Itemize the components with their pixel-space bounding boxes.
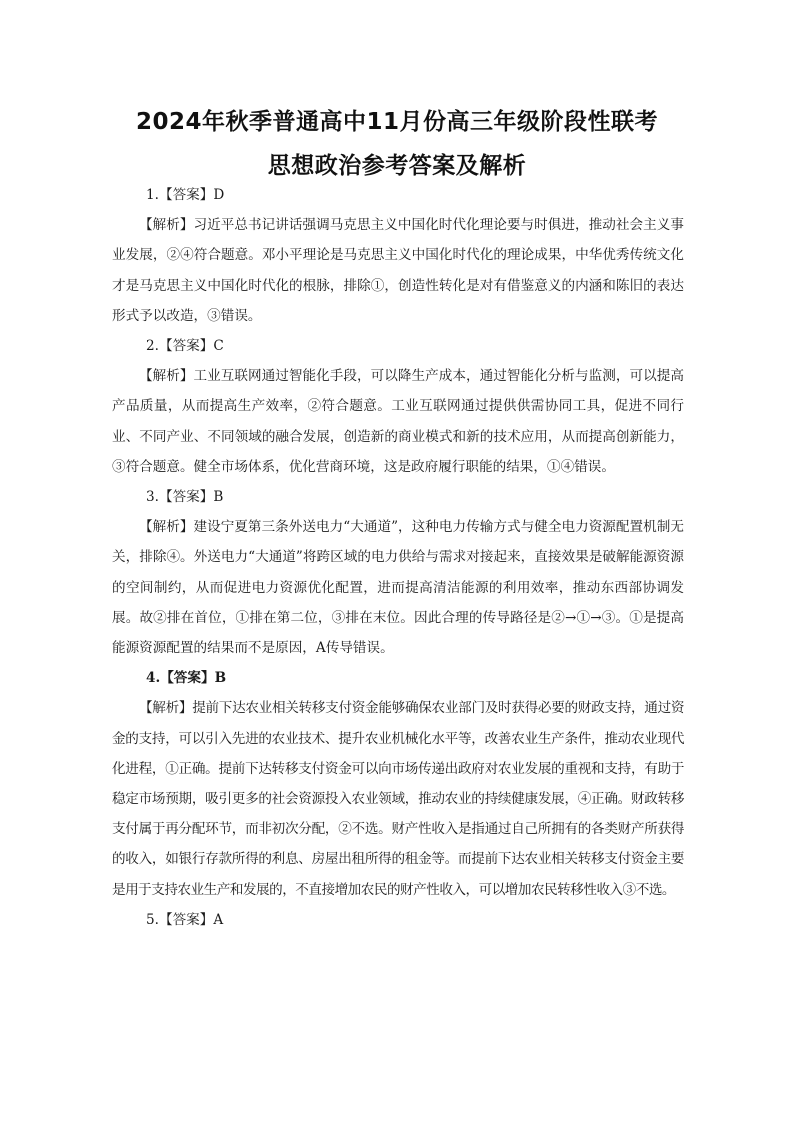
answer-4: 4.【答案】B — [146, 670, 227, 687]
explanation-3: 【解析】建设宁夏第三条外送电力“大通道”，这种电力传输方式与健全电力资源配置机制无关，排除④。外送电力“大通道”将跨区域的电力供给与需求对接起来，直接效果是破解能源资源的空间制约，从而促进电力资源优化配置，进而提高清洁能源的利用效率，推动东西部协调发展。故②排在首位，①排在第二位，③排在末位。因此合理的传导路径是②→①→③。①是提高能源资源配置的结果而不是原因，A传导错误。 — [112, 519, 684, 657]
answer-1: 1.【答案】D — [146, 187, 225, 203]
document-subtitle: 思想政治参考答案及解析 — [267, 153, 527, 179]
explanation-1: 【解析】习近平总书记讲话强调马克思主义中国化时代化理论要与时俱进，推动社会主义事业发展，②④符合题意。邓小平理论是马克思主义中国化时代化的理论成果，中华优秀传统文化才是马克思主义中国化时代化的根脉，排除①，创造性转化是对有借鉴意义的内涵和陈旧的表达形式予以改造，③错误。 — [112, 217, 684, 324]
answer-5: 5.【答案】A — [146, 911, 224, 928]
explanation-4: 【解析】提前下达农业相关转移支付资金能够确保农业部门及时获得必要的财政支持，通过资金的支持，可以引入先进的农业技术、提升农业机械化水平等，改善农业生产条件，推动农业现代化进程，①正确。提前下达转移支付资金可以向市场传递出政府对农业发展的重视和支持，有助于稳定市场预期，吸引更多的社会资源投入农业领域，推动农业的持续健康发展，④正确。财政转移支付属于再分配环节，而非初次分配，②不选。财产性收入是指通过自己所拥有的各类财产所获得的收入，如银行存款所得的利息、房屋出租所得的租金等。而提前下达农业相关转移支付资金主要是用于支持农业生产和发展的，不直接增加农民的财产性收入，可以增加农民转移性收入③不选。 — [112, 700, 684, 898]
explanation-2: 【解析】工业互联网通过智能化手段，可以降生产成本，通过智能化分析与监测，可以提高产品质量，从而提高生产效率，②符合题意。工业互联网通过提供供需协同工具，促进不同行业、不同产业、不同领域的融合发展，创造新的商业模式和新的技术应用，从而提高创新能力，③符合题意。健全市场体系，优化营商环境，这是政府履行职能的结果，①④错误。 — [112, 368, 684, 475]
answer-2: 2.【答案】C — [146, 338, 224, 355]
answer-list — [112, 180, 684, 935]
document-title: 2024年秋季普通高中11月份高三年级阶段性联考 — [135, 109, 659, 135]
answer-3: 3.【答案】B — [146, 489, 224, 506]
